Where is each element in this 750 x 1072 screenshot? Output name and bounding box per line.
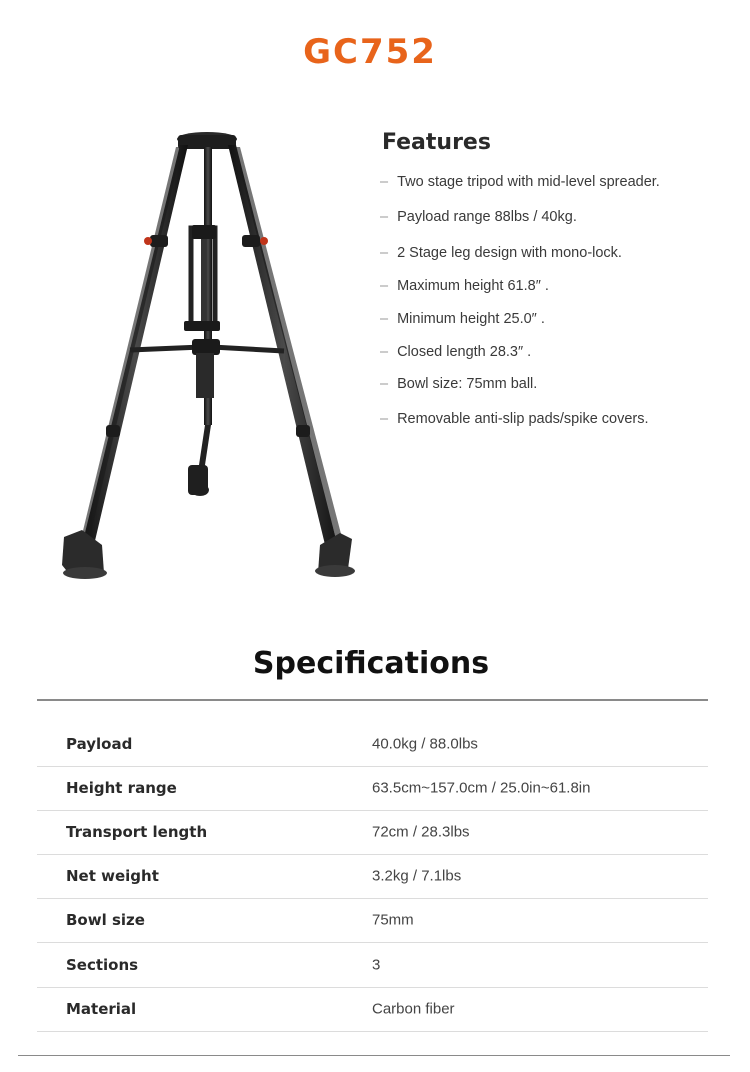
spec-label: Sections xyxy=(66,956,139,974)
feature-item xyxy=(380,376,537,392)
table-row xyxy=(37,766,708,811)
dash-bullet-icon: – xyxy=(380,278,389,294)
spec-value: 72cm / 28.3lbs xyxy=(372,823,470,841)
table-row xyxy=(37,898,708,943)
features-heading: Features xyxy=(382,130,491,155)
table-row xyxy=(37,943,708,988)
feature-text: Removable anti-slip pads/spike covers. xyxy=(397,411,649,427)
table-row xyxy=(37,987,708,1032)
dash-bullet-icon: – xyxy=(380,311,389,327)
feature-item xyxy=(380,344,531,360)
feature-item xyxy=(380,209,577,225)
tripod-product-image xyxy=(52,125,362,585)
dash-bullet-icon: – xyxy=(380,174,389,190)
dash-bullet-icon: – xyxy=(380,209,389,225)
feature-text: Bowl size: 75mm ball. xyxy=(397,376,538,392)
feature-text: Maximum height 61.8″ . xyxy=(397,278,549,294)
feature-item xyxy=(380,411,649,427)
spec-label: Net weight xyxy=(66,867,159,885)
dash-bullet-icon: – xyxy=(380,411,389,427)
feature-item xyxy=(380,278,549,294)
spec-value: 63.5cm~157.0cm / 25.0in~61.8in xyxy=(372,779,591,797)
spec-value: 3 xyxy=(372,956,381,974)
dash-bullet-icon: – xyxy=(380,376,389,392)
spec-value: 40.0kg / 88.0lbs xyxy=(372,735,478,753)
spec-label: Bowl size xyxy=(66,911,145,929)
specifications-divider xyxy=(37,699,708,701)
spec-label: Payload xyxy=(66,735,133,753)
table-row xyxy=(37,854,708,899)
feature-item xyxy=(380,245,622,261)
feature-text: Closed length 28.3″ . xyxy=(397,344,532,360)
dash-bullet-icon: – xyxy=(380,245,389,261)
spec-value: Carbon fiber xyxy=(372,1000,455,1018)
spec-label: Material xyxy=(66,1000,137,1018)
table-row xyxy=(37,722,708,767)
bottom-divider xyxy=(18,1055,730,1056)
feature-item xyxy=(380,311,545,327)
table-row xyxy=(37,810,708,855)
feature-text: 2 Stage leg design with mono-lock. xyxy=(397,245,622,261)
specifications-heading: Specifications xyxy=(252,646,490,681)
feature-text: Payload range 88lbs / 40kg. xyxy=(397,209,577,225)
feature-text: Two stage tripod with mid-level spreader. xyxy=(397,174,660,190)
feature-text: Minimum height 25.0″ . xyxy=(397,311,545,327)
spec-label: Transport length xyxy=(66,823,208,841)
spec-value: 75mm xyxy=(372,911,414,929)
feature-item xyxy=(380,174,660,190)
dash-bullet-icon: – xyxy=(380,344,389,360)
spec-label: Height range xyxy=(66,779,177,797)
spec-value: 3.2kg / 7.1lbs xyxy=(372,867,462,885)
product-title: GC752 xyxy=(303,32,437,72)
